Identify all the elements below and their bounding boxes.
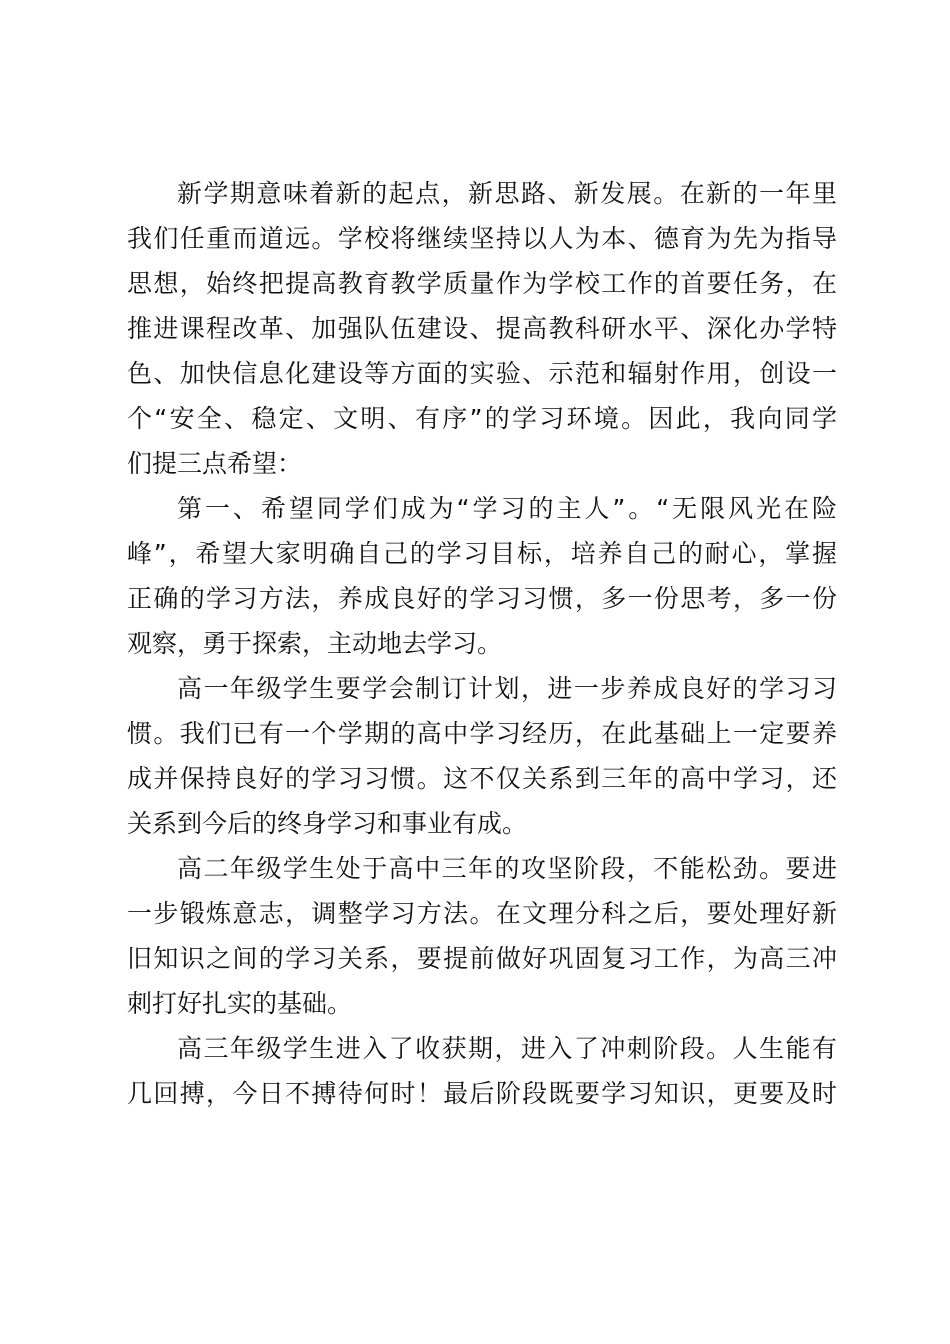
text-line: 刺打好扎实的基础。 bbox=[127, 989, 353, 1018]
text-line: 几回搏，今日不搏待何时！最后阶段既要学习知识，更要及时 bbox=[127, 1079, 837, 1108]
text-line: 高一年级学生要学会制订计划，进一步养成良好的学习习 bbox=[177, 674, 837, 703]
text-line: 第一、希望同学们成为“学习的主人”。“无限风光在险 bbox=[177, 494, 837, 523]
paragraph-grade-one bbox=[127, 666, 837, 846]
text-line: 关系到今后的终身学习和事业有成。 bbox=[127, 809, 528, 838]
text-line: 惯。我们已有一个学期的高中学习经历，在此基础上一定要养 bbox=[127, 719, 837, 748]
text-line: 个“安全、稳定、文明、有序”的学习环境。因此，我向同学 bbox=[127, 404, 837, 433]
text-line: 我们任重而道远。学校将继续坚持以人为本、德育为先为指导 bbox=[127, 224, 837, 253]
text-line: 高二年级学生处于高中三年的攻坚阶段，不能松劲。要进 bbox=[177, 854, 837, 883]
text-line: 峰”，希望大家明确自己的学习目标，培养自己的耐心，掌握 bbox=[127, 539, 837, 568]
paragraph-grade-three bbox=[127, 1026, 837, 1116]
paragraph-grade-two bbox=[127, 846, 837, 1026]
text-line: 旧知识之间的学习关系，要提前做好巩固复习工作，为高三冲 bbox=[127, 944, 837, 973]
document-body bbox=[127, 171, 837, 1116]
text-line: 一步锻炼意志，调整学习方法。在文理分科之后，要处理好新 bbox=[127, 899, 837, 928]
text-line: 新学期意味着新的起点，新思路、新发展。在新的一年里 bbox=[177, 179, 837, 208]
text-line: 们提三点希望： bbox=[127, 449, 303, 478]
text-line: 成并保持良好的学习习惯。这不仅关系到三年的高中学习，还 bbox=[127, 764, 837, 793]
text-line: 观察，勇于探索，主动地去学习。 bbox=[127, 629, 503, 658]
text-line: 正确的学习方法，养成良好的学习习惯，多一份思考，多一份 bbox=[127, 584, 837, 613]
text-line: 推进课程改革、加强队伍建设、提高教科研水平、深化办学特 bbox=[127, 314, 837, 343]
text-line: 高三年级学生进入了收获期，进入了冲刺阶段。人生能有 bbox=[177, 1034, 837, 1063]
paragraph-new-semester bbox=[127, 171, 837, 486]
text-line: 思想，始终把提高教育教学质量作为学校工作的首要任务，在 bbox=[127, 269, 837, 298]
paragraph-hope-one bbox=[127, 486, 837, 666]
text-line: 色、加快信息化建设等方面的实验、示范和辐射作用，创设一 bbox=[127, 359, 837, 388]
